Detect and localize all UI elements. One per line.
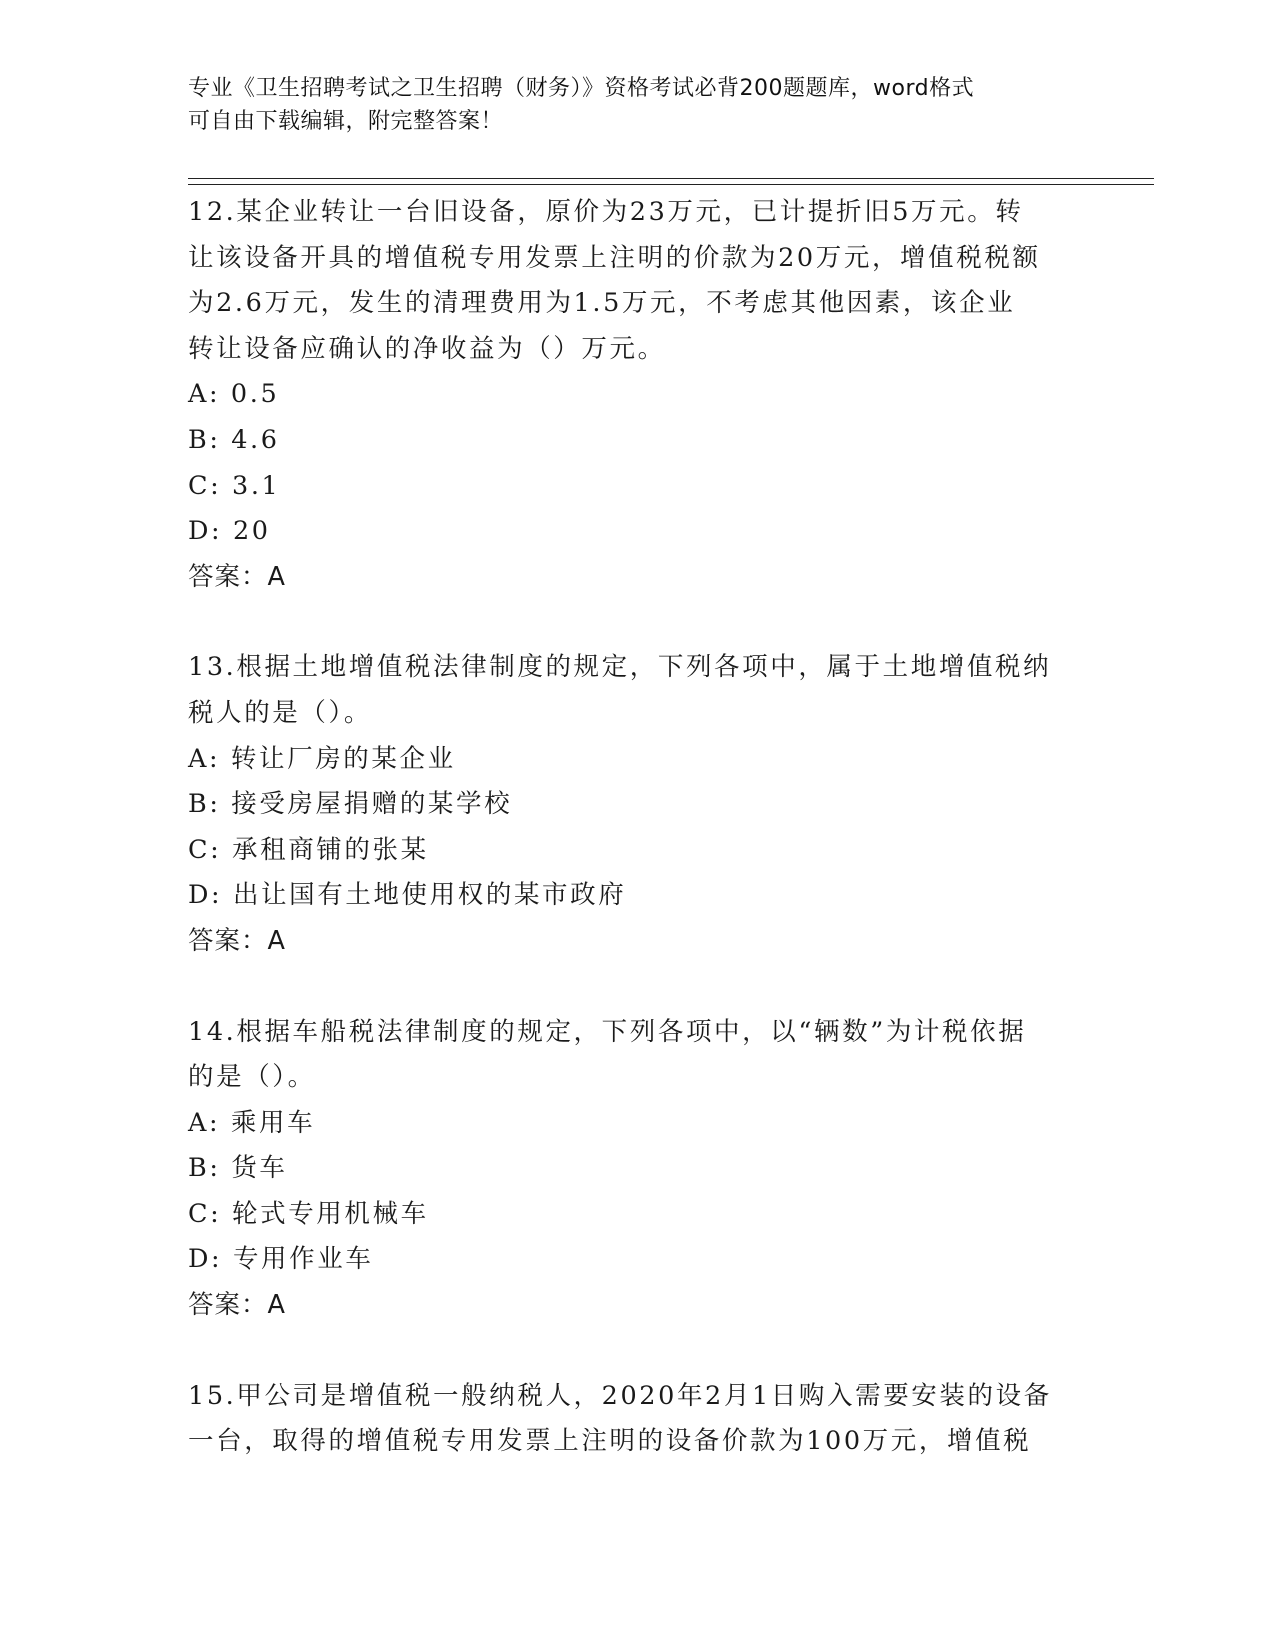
option-b: B: 4.6 — [188, 424, 280, 455]
header-line: 可自由下载编辑，附完整答案！ — [188, 109, 504, 134]
answer: 答案：A — [188, 1290, 286, 1321]
question-13 — [188, 645, 1088, 964]
question-14 — [188, 1010, 1088, 1329]
document-header — [188, 72, 1068, 138]
option-a: A: 转让厂房的某企业 — [188, 743, 456, 774]
question-stem: 12.某企业转让一台旧设备，原价为23万元，已计提折旧5万元。转 — [188, 197, 1024, 227]
question-stem: 转让设备应确认的净收益为（）万元。 — [188, 333, 666, 364]
question-stem: 为2.6万元，发生的清理费用为1.5万元，不考虑其他因素，该企业 — [188, 288, 1016, 319]
option-c: C: 3.1 — [188, 470, 281, 501]
answer: 答案：A — [188, 561, 286, 592]
option-c: C: 承租商铺的张某 — [188, 834, 429, 865]
option-d: D: 20 — [188, 516, 271, 547]
question-12 — [188, 190, 1088, 600]
question-stem: 的是（）。 — [188, 1062, 316, 1093]
option-a: A: 0.5 — [188, 379, 280, 410]
question-stem: 15.甲公司是增值税一般纳税人，2020年2月1日购入需要安装的设备 — [188, 1380, 1052, 1411]
question-stem: 13.根据土地增值税法律制度的规定，下列各项中，属于土地增值税纳 — [188, 652, 1052, 683]
answer: 答案：A — [188, 925, 286, 956]
option-c: C: 轮式专用机械车 — [188, 1198, 429, 1229]
option-b: B: 货车 — [188, 1153, 288, 1184]
question-stem: 让该设备开具的增值税专用发票上注明的价款为20万元，增值税税额 — [188, 242, 1041, 273]
question-list — [188, 190, 1088, 1510]
option-d: D: 出让国有土地使用权的某市政府 — [188, 880, 627, 911]
question-15 — [188, 1374, 1088, 1465]
option-d: D: 专用作业车 — [188, 1244, 374, 1275]
header-divider — [188, 184, 1154, 185]
question-stem: 14.根据车船税法律制度的规定，下列各项中，以“辆数”为计税依据 — [188, 1016, 1027, 1047]
question-stem: 一台，取得的增值税专用发票上注明的设备价款为100万元，增值税 — [188, 1426, 1032, 1457]
header-divider — [188, 178, 1154, 179]
question-stem: 税人的是（）。 — [188, 697, 372, 728]
option-b: B: 接受房屋捐赠的某学校 — [188, 789, 513, 820]
header-line: 专业《卫生招聘考试之卫生招聘（财务）》资格考试必背200题题库，word格式 — [188, 76, 975, 101]
option-a: A: 乘用车 — [188, 1107, 316, 1138]
